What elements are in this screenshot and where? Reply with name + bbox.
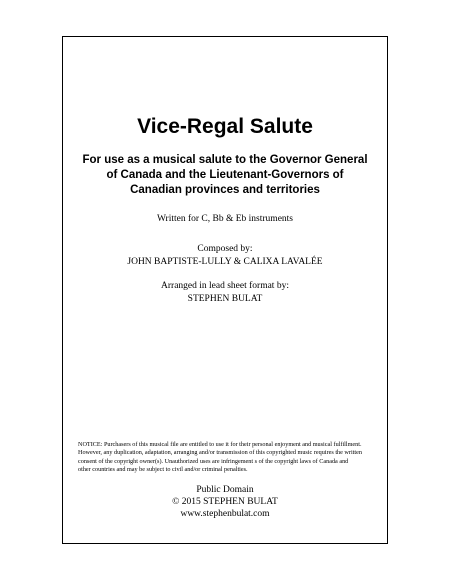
arranger-label: Arranged in lead sheet format by: [161,281,289,291]
subtitle-line: For use as a musical salute to the Governor General [82,154,368,166]
notice-line: NOTICE: Purchasers of this musical file are entitled to use it for their personal enjoyment and musical fulfillment. [78,441,362,448]
sheet-title: Vice-Regal Salute [137,115,313,138]
notice-line: other countries and may be subject to civil and/or criminal penalties. [78,466,248,474]
composer-label: Composed by: [197,244,253,254]
notice-line: However, any duplication, adaptation, arranging and/or transmission of this copyrighted music requires the written [78,449,362,457]
public-domain-label: Public Domain [196,485,254,495]
copyright-line: © 2015 STEPHEN BULAT [172,497,278,507]
arranger-name: STEPHEN BULAT [187,294,263,304]
composer-names: JOHN BAPTISTE-LULLY & CALIXA LAVALÉE [127,257,323,267]
notice-line: consent of the copyright owner(s). Unauthorized uses are infringement s of the copyright laws of Canada and [78,457,349,465]
sheet-subtitle [62,153,388,198]
copyright-notice [78,441,378,475]
instruments-note: Written for C, Bb & Eb instruments [156,214,294,224]
subtitle-line: of Canada and the Lieutenant-Governors of [106,169,344,181]
subtitle-line: Canadian provinces and territories [130,184,320,196]
website-link[interactable]: www.stephenbulat.com [180,509,270,519]
